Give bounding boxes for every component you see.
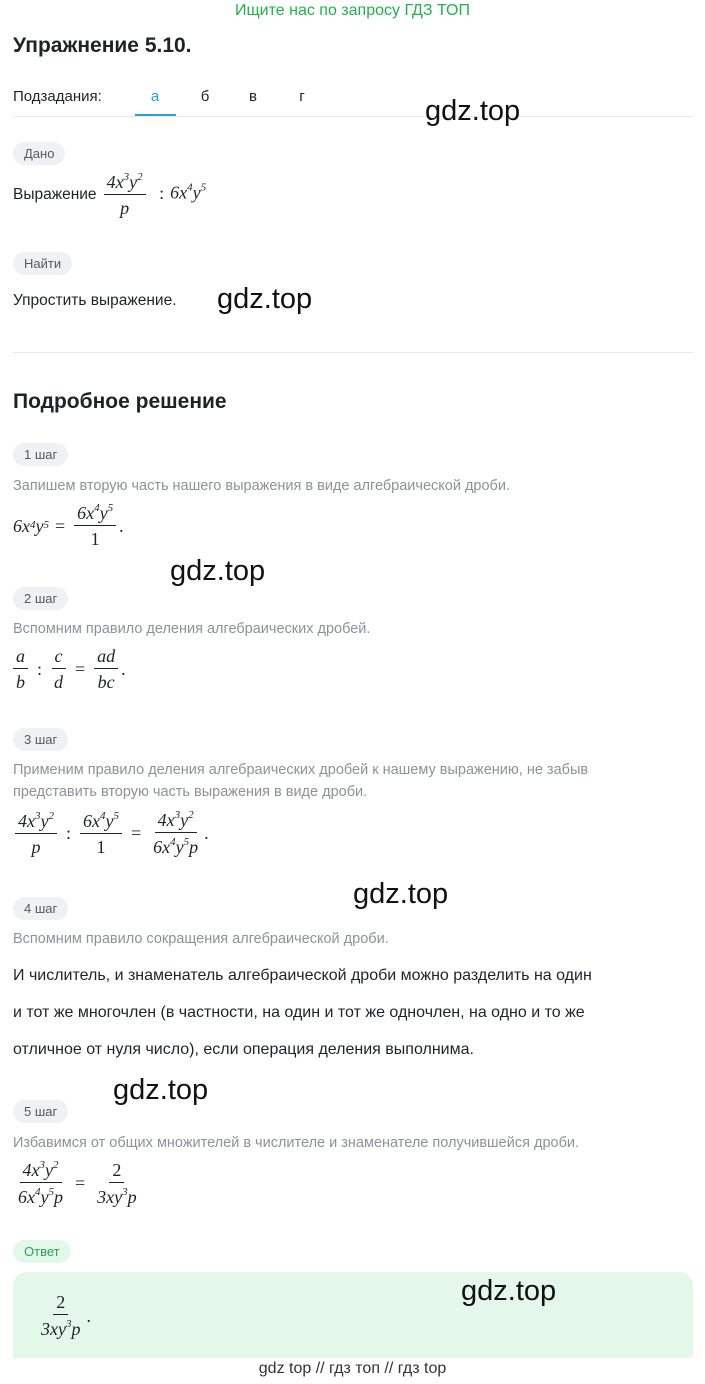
footer-links[interactable]: gdz top // гдз топ // гдз top [258,1360,447,1377]
step-4-rule-line-1: И числитель, и знаменатель алгебраической дроби можно разделить на один [13,967,592,984]
tab-g[interactable]: г [299,88,305,105]
find-badge: Найти [13,252,72,275]
step-3-formula: $\frac{4x^3y^2}{p}$ : $\frac{6x^4y^5}{1}$ = $\frac{4x^3y^2}{6x^4y^5p}$ . [12,810,209,856]
answer-badge: Ответ [13,1240,71,1263]
watermark: gdz.top [461,1275,557,1307]
step-3-text-line-1: Применим правило деления алгебраических дробей к нашему выражению, не забыв [13,762,589,778]
section-divider [13,352,693,353]
given-expression: Выражение $\frac{4x^3y^2}{p}$ : $6x^4y^5$ [13,171,207,218]
step-3-badge: 3 шаг [13,728,68,751]
answer-formula: $\frac{2}{3xy^3p}$ . [41,1292,91,1339]
watermark: gdz.top [170,555,266,587]
given-badge: Дано [13,142,65,165]
step-4-badge: 4 шаг [13,897,68,920]
step-1-badge: 1 шаг [13,443,68,466]
step-5-text: Избавимся от общих множителей в числителе и знаменателе получившейся дроби. [13,1135,580,1151]
step-2-text: Вспомним правило деления алгебраических дробей. [13,621,371,637]
tab-v[interactable]: в [249,88,257,105]
step-4-rule-line-3: отличное от нуля число), если операция деления выполнима. [13,1041,474,1058]
solution-title: Подробное решение [13,390,227,413]
tab-b[interactable]: б [200,88,210,105]
step-5-badge: 5 шаг [13,1100,68,1123]
step-4-text: Вспомним правило сокращения алгебраической дроби. [13,931,389,947]
watermark: gdz.top [217,283,313,315]
step-2-badge: 2 шаг [13,587,68,610]
top-banner: Ищите нас по запросу ГДЗ ТОП [235,2,470,19]
page-title: Упражнение 5.10. [13,34,192,57]
step-5-formula: $\frac{4x^3y^2}{6x^4y^5p}$ = $\frac{2}{3xy^3p}$ [18,1159,137,1207]
given-prefix: Выражение [13,185,97,203]
answer-box [13,1272,693,1358]
watermark: gdz.top [353,878,449,910]
step-3-text-line-2: представить вторую часть выражения в виде дроби. [13,784,368,800]
step-4-rule-line-2: и тот же многочлен (в частности, на один и тот же одночлен, на одно и то же [13,1004,585,1021]
watermark: gdz.top [425,95,521,127]
tab-a[interactable]: а [150,88,160,105]
tabs-divider [13,116,693,117]
answer-numerator: 2 [53,1293,68,1315]
step-1-text: Запишем вторую часть нашего выражения в виде алгебраической дроби. [13,478,510,494]
watermark: gdz.top [113,1074,209,1106]
find-text: Упростить выражение. [13,292,177,309]
step-2-formula: $\frac{a}{b}$ : $\frac{c}{d}$ = $\frac{ad}{bc}$ . [10,647,126,691]
subtasks-label: Подзадания: [13,88,102,105]
step-1-formula: 6x 4 y 5 = $\frac{6x^4y^5}{1}$ . [13,502,124,549]
